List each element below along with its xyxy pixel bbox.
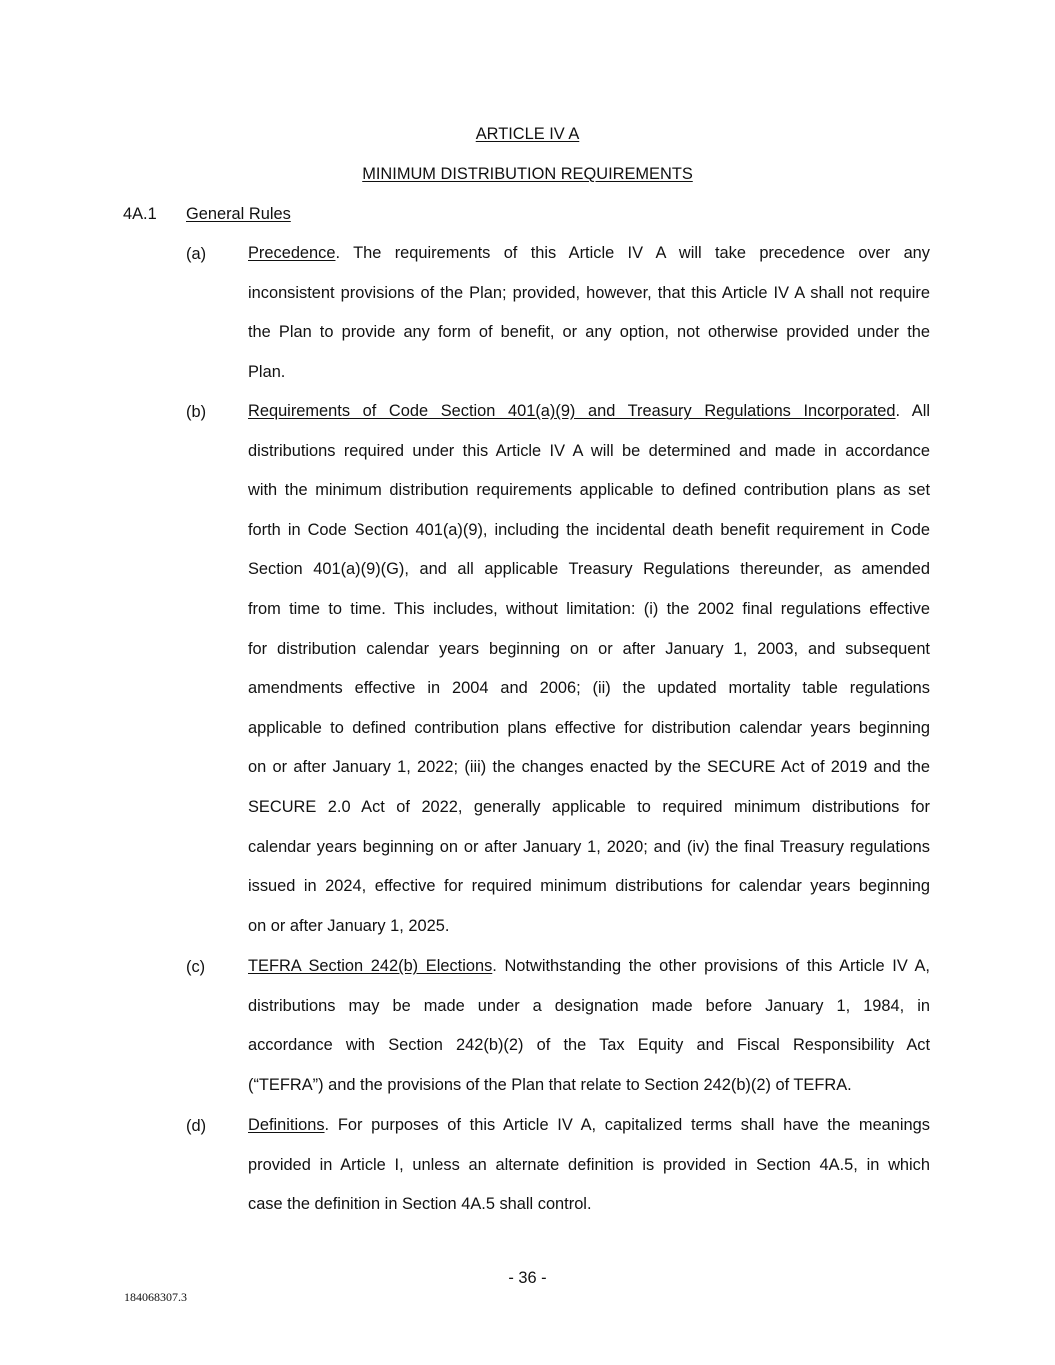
subsection-b-line: calendar years beginning on or after January 1, 2020; and (iv) the final Treasury regulations xyxy=(248,837,930,856)
page-number: - 36 - xyxy=(508,1269,547,1287)
subsection-a-title: Precedence xyxy=(248,244,336,262)
subsection-d-line: case the definition in Section 4A.5 shall control. xyxy=(248,1195,592,1214)
subsection-d-line: provided in Article I, unless an alternate definition is provided in Section 4A.5, in which xyxy=(248,1155,930,1174)
subsection-b-line: issued in 2024, effective for required minimum distributions for calendar years beginning xyxy=(248,877,930,896)
subsection-d-label: (d) xyxy=(186,1117,207,1135)
subsection-a-line: the Plan to provide any form of benefit, or any option, not otherwise provided under the xyxy=(248,323,930,342)
subsection-d-line: Definitions. For purposes of this Article IV A, capitalized terms shall have the meanings xyxy=(248,1116,930,1134)
subsection-a-line: Precedence. The requirements of this Article IV A will take precedence over any xyxy=(248,244,930,262)
subsection-b-title: Requirements of Code Section 401(a)(9) and Treasury Regulations Incorporated xyxy=(248,402,896,420)
subsection-c-line: accordance with Section 242(b)(2) of the Tax Equity and Fiscal Responsibility Act xyxy=(248,1036,930,1055)
section-title: General Rules xyxy=(186,205,291,223)
subsection-a-line: inconsistent provisions of the Plan; provided, however, that this Article IV A shall not require xyxy=(248,283,930,302)
subsection-b-line: with the minimum distribution requirements applicable to defined contribution plans as set xyxy=(248,481,930,500)
subsection-c-line: (“TEFRA”) and the provisions of the Plan that relate to Section 242(b)(2) of TEFRA. xyxy=(248,1075,852,1094)
subsection-b-line: amendments effective in 2004 and 2006; (ii) the updated mortality table regulations xyxy=(248,679,930,698)
subsection-a-body xyxy=(248,234,930,392)
subsection-b-line: on or after January 1, 2022; (iii) the changes enacted by the SECURE Act of 2019 and the xyxy=(248,758,930,777)
document-id: 184068307.3 xyxy=(124,1290,187,1304)
article-subheading xyxy=(0,164,1055,184)
subsection-b-line: distributions required under this Article IV A will be determined and made in accordance xyxy=(248,441,930,460)
subsection-b-body xyxy=(248,392,930,946)
subsection-a-line: Plan. xyxy=(248,362,286,381)
subsection-b-line: Requirements of Code Section 401(a)(9) and Treasury Regulations Incorporated. All xyxy=(248,402,931,420)
subsection-b-line: for distribution calendar years beginning on or after January 1, 2003, and subsequent xyxy=(248,639,930,658)
subsection-b-line: on or after January 1, 2025. xyxy=(248,916,450,935)
subsection-c-title: TEFRA Section 242(b) Elections xyxy=(248,957,493,975)
subsection-b-line: from time to time. This includes, without limitation: (i) the 2002 final regulations effective xyxy=(248,599,930,618)
subsection-d-body xyxy=(248,1106,930,1225)
article-heading xyxy=(0,124,1055,144)
subsection-b-label: (b) xyxy=(186,403,207,421)
subsection-c-label: (c) xyxy=(186,958,206,976)
subsection-c-line: distributions may be made under a designation made before January 1, 1984, in xyxy=(248,996,930,1015)
subsection-b-line: applicable to defined contribution plans effective for distribution calendar years beginning xyxy=(248,718,930,737)
section-number: 4A.1 xyxy=(123,205,157,223)
subsection-d-title: Definitions xyxy=(248,1116,325,1134)
article-heading-text: ARTICLE IV A xyxy=(475,125,580,143)
subsection-b-line: forth in Code Section 401(a)(9), including the incidental death benefit requirement in Code xyxy=(248,520,930,539)
subsection-b-line: SECURE 2.0 Act of 2022, generally applicable to required minimum distributions for xyxy=(248,797,930,816)
article-subheading-text: MINIMUM DISTRIBUTION REQUIREMENTS xyxy=(362,165,693,183)
subsection-c-line: TEFRA Section 242(b) Elections. Notwithstanding the other provisions of this Article IV A, xyxy=(248,957,930,975)
subsection-b-line: Section 401(a)(9)(G), and all applicable Treasury Regulations thereunder, as amended xyxy=(248,560,930,579)
subsection-a-label: (a) xyxy=(186,245,207,263)
subsection-c-body xyxy=(248,947,930,1105)
